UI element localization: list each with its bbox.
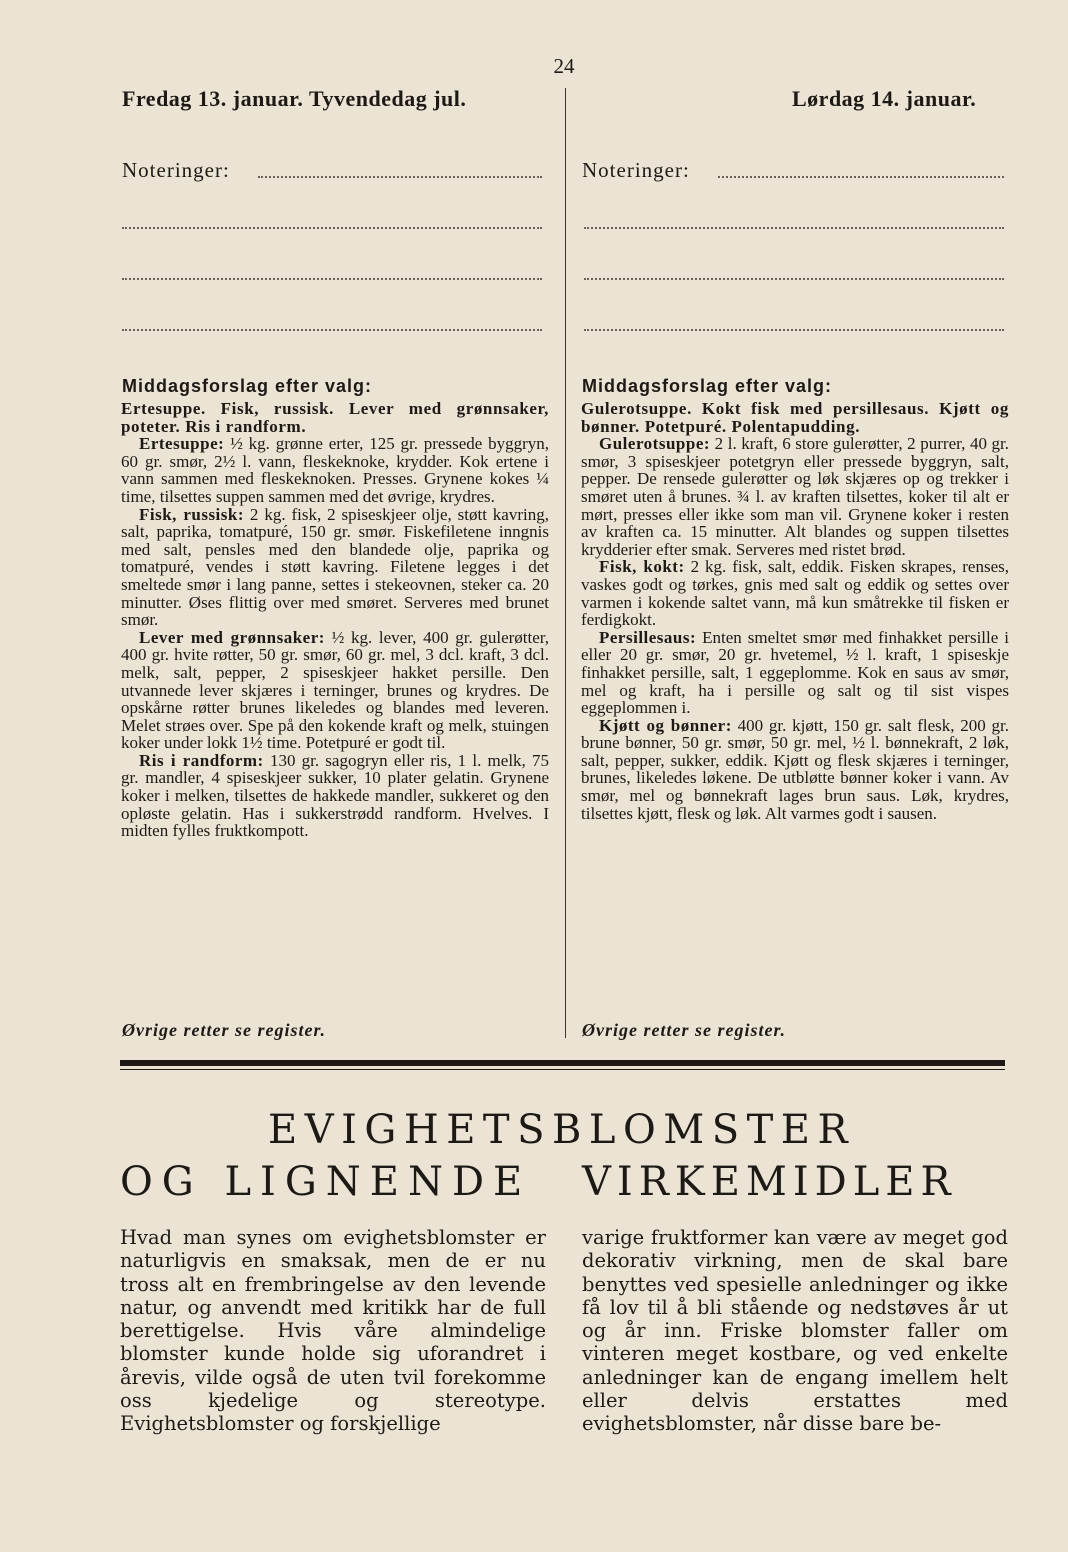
- right-recipe: [581, 558, 1009, 628]
- right-recipe: [581, 717, 1009, 823]
- column-divider: [565, 88, 566, 1038]
- article-paragraph-left: Hvad man synes om evighetsblomster er naturligvis en smaksak, men de er nu tross alt en frembringelse av den levende natur, og anvendt med kritikk har de full berettigelse. Hvis våre almindelige blomster kunde holde sig uforandret i årevis, vilde også de uten tvil forekomme oss kjedelige og stereotype. Evighetsblomster og forskjellige: [120, 1226, 546, 1436]
- recipe-text: 130 gr. sagogryn eller ris, 1 l. melk, 75 gr. mandler, 4 spiseskjeer sukker, 10 plater gelatin. Grynene koker i melken, tilsettes de hakkede mandler, sukkeret og den opløste gelatin. Has i sukkerstrødd randform. Hvelves. I midten fylles fruktkompott.: [121, 750, 549, 841]
- recipe-title: Fisk, kokt:: [599, 557, 685, 577]
- right-recipe: [581, 435, 1009, 558]
- article-col-right: [582, 1226, 1008, 1436]
- right-middag-heading: Middagsforslag efter valg:: [582, 376, 833, 396]
- article-paragraph-right: varige fruktformer kan være av meget god dekorativ virkning, men de skal bare benyttes ved spesielle anledninger og ikke få lov til å bli stående og nedstøves år ut og år inn. Friske blomster faller om vinteren meget kostbare, og ved enkelte anledninger kan de engang imellem helt eller delvis erstattes med evighetsblomster, når disse bare be-: [582, 1226, 1008, 1436]
- section-rule-thick: [120, 1060, 1005, 1066]
- recipe-title: Kjøtt og bønner:: [599, 715, 732, 735]
- right-recipe: [581, 629, 1009, 717]
- left-notes-line-2: [122, 227, 542, 229]
- recipe-text: ½ kg. lever, 400 gr. gulerøtter, 400 gr. hvite røtter, 50 gr. smør, 60 gr. mel, 3 dcl. kraft, 3 dcl. melk, salt, pepper, 2 spiseskjeer hakket persille. Den utvannede lever skjæres i terninger, brunes og krydres. De opskårne røtter brunes likeledes og blandes med leveren. Melet strøes over. Spe på den kokende kraft og melk, stuingen koker under lokk 1½ time. Potetpuré er godt til.: [121, 627, 550, 753]
- right-notes-line-4: [584, 329, 1004, 331]
- article-col-left: [120, 1226, 546, 1436]
- left-notes-line-3: [122, 278, 542, 280]
- left-day-heading: Fredag 13. januar. Tyvendedag jul.: [122, 86, 467, 111]
- left-footnote: Øvrige retter se register.: [122, 1020, 326, 1040]
- right-day-heading: Lørdag 14. januar.: [792, 86, 977, 111]
- right-notes-line-1: [718, 176, 1004, 178]
- article-title-line1: EVIGHETSBLOMSTER: [268, 1107, 856, 1153]
- left-notes-line-4: [122, 329, 542, 331]
- right-notes-label: Noteringer:: [582, 158, 690, 182]
- right-recipes: [581, 400, 1009, 822]
- left-recipes: [121, 400, 549, 840]
- left-recipe: [121, 752, 549, 840]
- left-recipe: [121, 435, 549, 505]
- left-notes-line-1: [258, 176, 542, 178]
- left-recipe: [121, 629, 549, 752]
- section-rule-thin: [120, 1069, 1005, 1070]
- recipe-text: 2 kg. fisk, salt, eddik. Fisken skrapes, renses, vaskes godt og tørkes, gnis med salt og eddik og settes over varmen i kokende saltet vann, må kun småtrekke til fisken er ferdigkokt.: [581, 557, 1009, 630]
- recipe-text: ½ kg. grønne erter, 125 gr. pressede byggryn, 60 gr. smør, 2½ l. vann, fleskeknoke, krydder. Kok ertene i vann sammen med fleskeknoken. Presses. Grynene kokes ¼ time, tilsettes suppen sammen med det øvrige, krydres.: [121, 434, 550, 506]
- recipe-title: Gulerotsuppe:: [599, 434, 711, 454]
- left-middag-heading: Middagsforslag efter valg:: [122, 376, 373, 396]
- article-title-line2-left: OG LIGNENDE: [120, 1159, 532, 1205]
- right-footnote: Øvrige retter se register.: [582, 1020, 786, 1040]
- recipe-title: Fisk, russisk:: [139, 504, 245, 524]
- recipe-text: 2 l. kraft, 6 store gulerøtter, 2 purrer, 40 gr. smør, 3 spiseskjeer potetgryn eller pressede byggryn, salt, pepper. De rensede gulerøtter og løk skjæres op og trekker i smøret uten å brunes. ¾ l. av kraften tilsettes, koker til alt er mørt, presses eller ikke som man vil. Grynene koker i resten av kraften ca. 15 minutter. Alt blandes og suppen tilsettes krydderier efter smak. Serveres med ristet brød.: [581, 434, 1009, 559]
- recipe-title: Lever med grønnsaker:: [139, 627, 325, 647]
- recipe-title: Ris i randform:: [139, 750, 264, 770]
- recipe-text: 2 kg. fisk, 2 spiseskjeer olje, støtt kavring, salt, paprika, tomatpuré, 150 gr. smør. Fiskefiletene inngnis med salt, pensles med den blandede olje, paprika og tomatpuré, vendes i støtt kavring. Filetene legges i det smeltede smør i lang panne, settes i stekeovnen, steker ca. 20 minutter. Øses flittig over med smøret. Serveres med brunet smør.: [121, 504, 549, 630]
- page-number: 24: [553, 54, 575, 78]
- right-notes-line-2: [584, 227, 1004, 229]
- article-title-line2-right: VIRKEMIDLER: [582, 1159, 957, 1205]
- left-recipe: [121, 506, 549, 629]
- right-menu: Gulerotsuppe. Kokt fisk med persillesaus. Kjøtt og bønner. Potetpuré. Polentapudding.: [581, 399, 1009, 436]
- left-notes-label: Noteringer:: [122, 158, 230, 182]
- left-menu: Ertesuppe. Fisk, russisk. Lever med grønnsaker, poteter. Ris i randform.: [121, 399, 549, 436]
- recipe-text: Enten smeltet smør med finhakket persille i eller 20 gr. smør, 20 gr. hvetemel, ½ l. kraft, 1 spiseskje finhakket persille, salt, 1 eggeplomme. Kok en saus av smør, mel og kraft, ha i persille og salt og til sist vispes eggeplommen i.: [581, 627, 1009, 718]
- right-notes-line-3: [584, 278, 1004, 280]
- recipe-text: 400 gr. kjøtt, 150 gr. salt flesk, 200 gr. brune bønner, 50 gr. smør, 50 gr. mel, ½ l. bønnekraft, 2 løk, salt, pepper, sukker, eddik. Kjøtt og flesk skjæres i terninger, brunes, likeledes løkene. De utbløtte bønner koker i vann. Av smør, mel og bønnekraft lages brun saus. Løk, krydres, tilsettes kjøtt, flesk og løk. Alt varmes godt i sausen.: [581, 715, 1009, 823]
- recipe-title: Persillesaus:: [599, 627, 697, 647]
- recipe-title: Ertesuppe:: [139, 434, 225, 454]
